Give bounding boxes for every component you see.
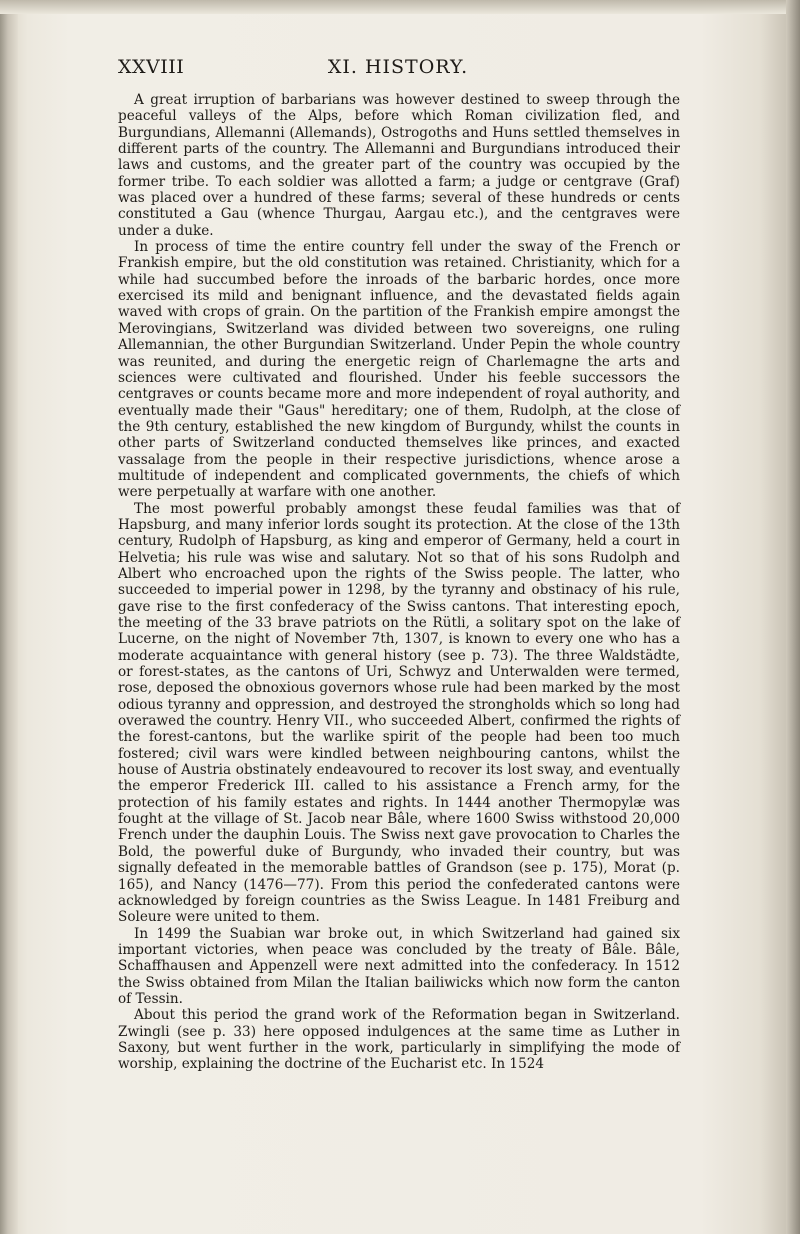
book-spine-shadow	[0, 0, 18, 1234]
paragraph: About this period the grand work of the Reformation began in Switzerland. Zwingli (see p. 33) here opposed indulgences at the same time as Luther in Saxony, but went further in the work, particularly in simplifying the mode of worship, explaining the doctrine of the Eucharist etc. In 1524	[118, 1007, 680, 1073]
paragraph: The most powerful probably amongst these feudal families was that of Hapsburg, and many inferior lords sought its protection. At the close of the 13th century, Rudolph of Hapsburg, as king and emperor of Germany, held a court in Helvetia; his rule was wise and salutary. Not so that of his sons Rudolph and Albert who encroached upon the rights of the Swiss people. The latter, who succeeded to imperial power in 1298, by the tyranny and obstinacy of his rule, gave rise to the first confederacy of the Swiss cantons. That interesting epoch, the meeting of the 33 brave patriots on the Rütli, a solitary spot on the lake of Lucerne, on the night of November 7th, 1307, is known to every one who has a moderate acquaintance with general history (see p. 73). The three Waldstädte, or forest-states, as the cantons of Uri, Schwyz and Unterwalden were termed, rose, deposed the obnoxious governors whose rule had been marked by the most odious tyranny and oppression, and destroyed the strongholds which so long had overawed the country. Henry VII., who succeeded Albert, confirmed the rights of the forest-cantons, but the warlike spirit of the people had been too much fostered; civil wars were kindled between neighbouring cantons, whilst the house of Austria obstinately endeavoured to recover its lost sway, and eventually the emperor Frederick III. called to his assistance a French army, for the protection of his family estates and rights. In 1444 another Thermopylæ was fought at the village of St. Jacob near Bâle, where 1600 Swiss withstood 20,000 French under the dauphin Louis. The Swiss next gave provocation to Charles the Bold, the powerful duke of Burgundy, who invaded their country, but was signally defeated in the memorable battles of Grandson (see p. 175), Morat (p. 165), and Nancy (1476—77). From this period the confederated cantons were acknowledged by foreign countries as the Swiss League. In 1481 Freiburg and Soleure were united to them.	[118, 500, 680, 926]
running-header	[118, 56, 678, 84]
body-text	[118, 92, 680, 1073]
page-number: XXVIII	[118, 56, 185, 78]
paragraph: A great irruption of barbarians was however destined to sweep through the peaceful valleys of the Alps, before which Roman civilization fled, and Burgundians, Allemanni (Allemands), Ostrogoths and Huns settled themselves in different parts of the country. The Allemanni and Burgundians introduced their laws and customs, and the greater part of the country was occupied by the former tribe. To each soldier was allotted a farm; a judge or centgrave (Graf) was placed over a hundred of these farms; several of these hundreds or cents constituted a Gau (whence Thurgau, Aargau etc.), and the centgraves were under a duke.	[118, 92, 680, 239]
paragraph: In 1499 the Suabian war broke out, in which Switzerland had gained six important victories, when peace was concluded by the treaty of Bâle. Bâle, Schaffhausen and Appenzell were next admitted into the confederacy. In 1512 the Swiss obtained from Milan the Italian bailiwicks which now form the canton of Tessin.	[118, 925, 680, 1007]
paragraph: In process of time the entire country fell under the sway of the French or Frankish empire, but the old constitution was retained. Christianity, which for a while had succumbed before the inroads of the barbaric hordes, once more exercised its mild and benignant influence, and the devastated fields again waved with crops of grain. On the partition of the Frankish empire amongst the Merovingians, Switzerland was divided between two sovereigns, one ruling Allemannian, the other Burgundian Switzerland. Under Pepin the whole country was reunited, and during the energetic reign of Charlemagne the arts and sciences were cultivated and flourished. Under his feeble successors the centgraves or counts became more and more independent of royal authority, and eventually made their "Gaus" hereditary; one of them, Rudolph, at the close of the 9th century, established the new kingdom of Burgundy, whilst the counts in other parts of Switzerland conducted themselves like princes, and exacted vassalage from the people in their respective jurisdictions, whence arose a multitude of independent and complicated governments, the chiefs of which were perpetually at warfare with one another.	[118, 239, 680, 501]
page-right-edge	[786, 0, 800, 1234]
running-title: XI. HISTORY.	[327, 56, 469, 78]
page-top-edge	[0, 0, 800, 14]
